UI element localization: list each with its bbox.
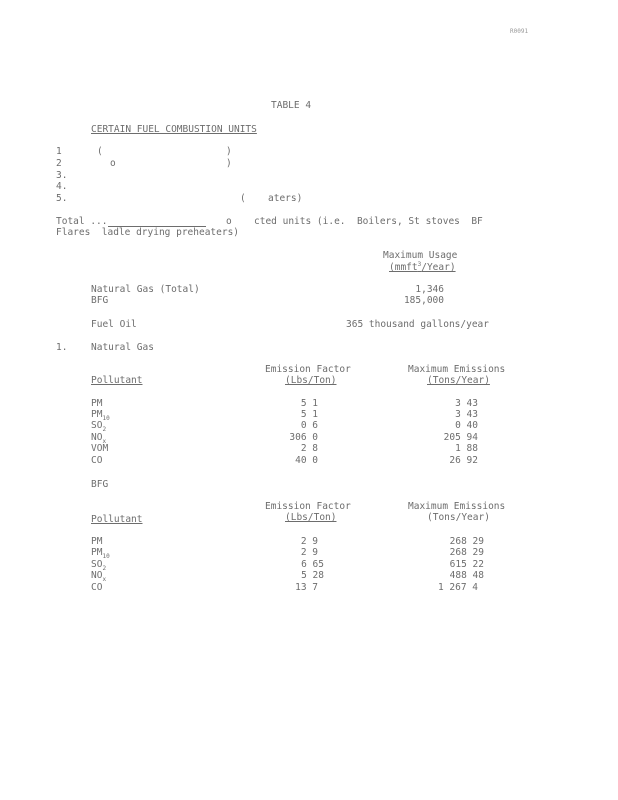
col-header-max-emissions: Maximum Emissions	[408, 364, 506, 375]
col-header-emission-factor: Emission Factor	[265, 501, 351, 512]
max-emissions: 3 43	[455, 409, 478, 420]
section-title: Natural Gas	[91, 342, 154, 353]
col-header-emission-factor: Emission Factor	[265, 364, 351, 375]
max-emissions: 26 92	[449, 455, 478, 466]
pollutant-name: CO	[91, 582, 103, 593]
fuel-usage-value: 365 thousand gallons/year	[346, 319, 489, 330]
pollutant-name: VOM	[91, 443, 109, 454]
max-emissions: 205 94	[443, 432, 478, 443]
col-header-max-emissions-units: (Tons/Year)	[427, 512, 490, 523]
section-title: BFG	[91, 479, 109, 490]
pollutant-name: PM	[91, 536, 103, 547]
max-emissions: 268 29	[449, 536, 484, 547]
list-item-close: )	[226, 146, 232, 157]
emission-factor: 306 0	[289, 432, 318, 443]
fuel-name: Fuel Oil	[91, 319, 137, 330]
pollutant-name: $NO_x$	[91, 432, 107, 445]
table-title: TABLE 4	[271, 100, 312, 111]
pollutant-name: $PM_{10}$	[91, 409, 110, 422]
usage-header: Maximum Usage	[383, 250, 458, 261]
emission-factor: 2 9	[300, 547, 318, 558]
list-number: 2	[56, 158, 62, 169]
pollutant-name: $SO_2$	[91, 559, 107, 572]
max-emissions: 1 88	[455, 443, 478, 454]
pollutant-name: CO	[91, 455, 103, 466]
fuel-name: Natural Gas (Total)	[91, 284, 200, 295]
max-emissions: 1 267 4	[437, 582, 478, 593]
list-item-text: o	[110, 158, 116, 169]
list-number: 5.	[56, 193, 68, 204]
col-header-emission-factor-units: (Lbs/Ton)	[285, 512, 337, 523]
col-header-max-emissions-units: (Tons/Year)	[427, 375, 490, 386]
total-line-continuation: Flares ladle drying preheaters)	[56, 227, 240, 238]
list-item-text: (	[97, 146, 103, 157]
max-emissions: 268 29	[449, 547, 484, 558]
list-number: 4.	[56, 181, 68, 192]
emission-factor: 2 8	[300, 443, 318, 454]
list-number: 1	[56, 146, 62, 157]
fuel-usage-value: 1,346	[415, 284, 444, 295]
fuel-name: BFG	[91, 295, 109, 306]
usage-units: (mmft$^3$/Year)	[389, 260, 456, 273]
list-item-text: (	[240, 193, 246, 204]
col-header-pollutant: Pollutant	[91, 375, 143, 386]
col-header-emission-factor-units: (Lbs/Ton)	[285, 375, 337, 386]
emission-factor: 5 28	[301, 570, 324, 581]
fuel-usage-value: 185,000	[403, 295, 444, 306]
section-heading: CERTAIN FUEL COMBUSTION UNITS	[91, 124, 257, 135]
emission-factor: 5 1	[300, 398, 318, 409]
emission-factor: 40 0	[295, 455, 318, 466]
list-item-close: )	[226, 158, 232, 169]
total-line-text: cted units (i.e. Boilers, St stoves BF	[254, 216, 483, 227]
pollutant-name: PM	[91, 398, 103, 409]
max-emissions: 615 22	[449, 559, 484, 570]
max-emissions: 3 43	[455, 398, 478, 409]
max-emissions: 0 40	[455, 420, 478, 431]
pollutant-name: $SO_2$	[91, 420, 107, 433]
max-emissions: 488 48	[449, 570, 484, 581]
emission-factor: 0 6	[300, 420, 318, 431]
pollutant-name: $NO_x$	[91, 570, 107, 583]
list-number: 3.	[56, 170, 68, 181]
pollutant-name: $PM_{10}$	[91, 547, 110, 560]
emission-factor: 13 7	[295, 582, 318, 593]
section-number: 1.	[56, 342, 68, 353]
col-header-max-emissions: Maximum Emissions	[408, 501, 506, 512]
page-id: R0091	[510, 28, 529, 35]
emission-factor: 6 65	[301, 559, 324, 570]
emission-factor: 2 9	[300, 536, 318, 547]
list-item-close: aters)	[268, 193, 303, 204]
total-line-fragment: o	[226, 216, 232, 227]
total-line-start: Total ...	[56, 216, 108, 227]
emission-factor: 5 1	[300, 409, 318, 420]
col-header-pollutant: Pollutant	[91, 514, 143, 525]
